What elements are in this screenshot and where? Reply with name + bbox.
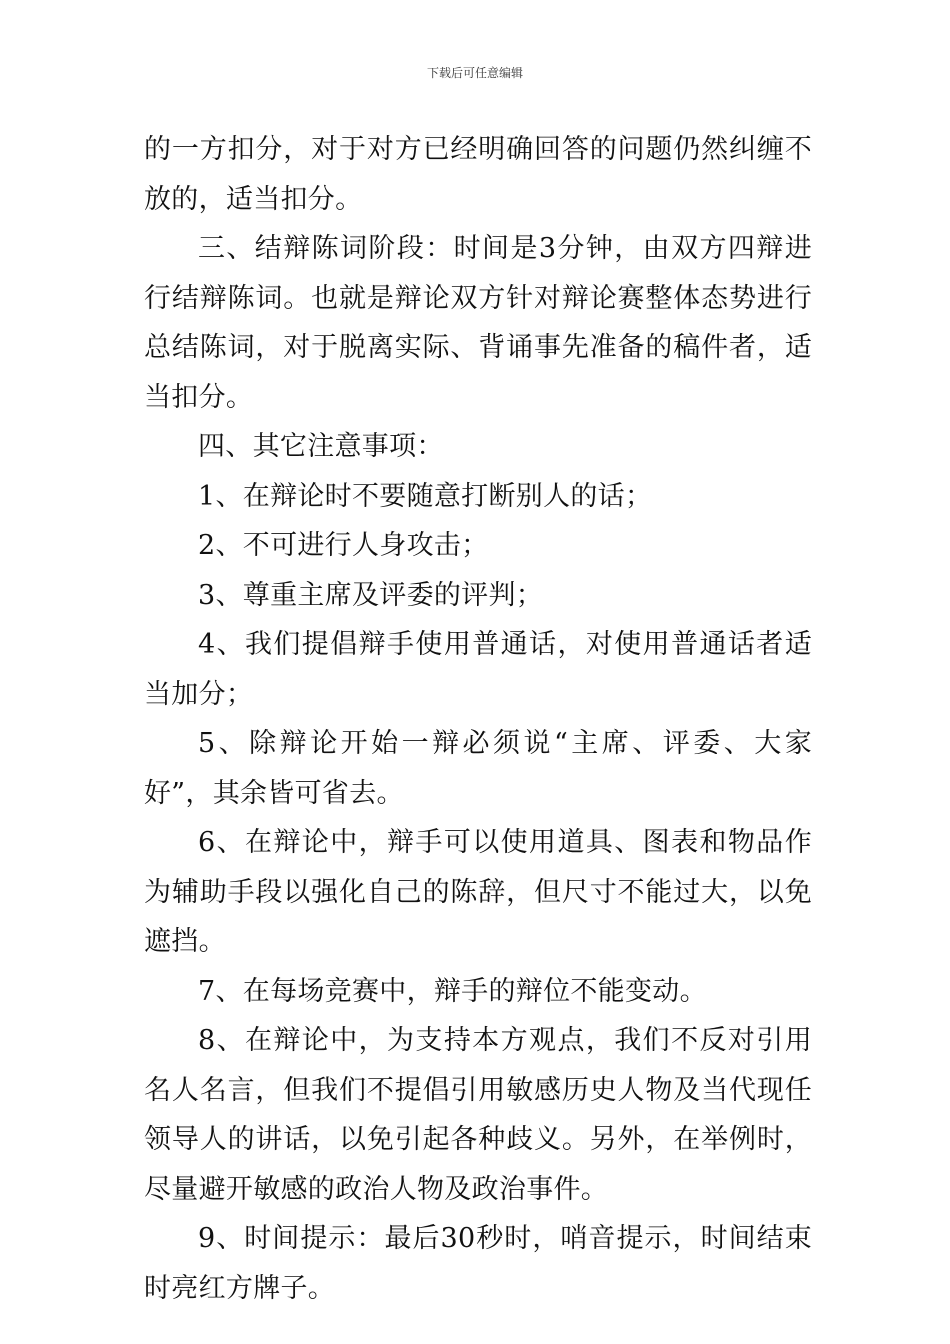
list-item-rule-4: 4、我们提倡辩手使用普通话，对使用普通话者适当加分；	[144, 629, 812, 710]
list-item-rule-5: 5、除辩论开始一辩必须说“主席、评委、大家好”，其余皆可省去。	[144, 728, 812, 809]
paragraph-other-notes-heading: 四、其它注意事项：	[198, 431, 444, 462]
list-item-rule-2: 2、不可进行人身攻击；	[198, 530, 489, 561]
document-body	[144, 125, 812, 1313]
list-item-rule-8: 8、在辩论中，为支持本方观点，我们不反对引用名人名言，但我们不提倡引用敏感历史人物及当代现任领导人的讲话，以免引起各种歧义。另外，在举例时，尽量避开敏感的政治人物及政治事件。	[144, 1025, 812, 1205]
list-item-rule-7: 7、在每场竞赛中，辩手的辩位不能变动。	[198, 975, 707, 1007]
page-header-note: 下载后可任意编辑	[426, 66, 523, 80]
list-item-rule-9: 9、时间提示：最后30秒时，哨音提示，时间结束时亮红方牌子。	[144, 1223, 812, 1304]
list-item-rule-6: 6、在辩论中，辩手可以使用道具、图表和物品作为辅助手段以强化自己的陈辞，但尺寸不能过大，以免遮挡。	[144, 827, 812, 957]
list-item-rule-3: 3、尊重主席及评委的评判；	[198, 579, 544, 611]
paragraph-continuation: 的一方扣分，对于对方已经明确回答的问题仍然纠缠不放的，适当扣分。	[144, 134, 812, 215]
list-item-rule-1: 1、在辩论时不要随意打断别人的话；	[198, 480, 653, 512]
paragraph-closing-statement-stage: 三、结辩陈词阶段：时间是3分钟，由双方四辩进行结辩陈词。也就是辩论双方针对辩论赛整体态势进行总结陈词，对于脱离实际、背诵事先准备的稿件者，适当扣分。	[144, 233, 812, 413]
